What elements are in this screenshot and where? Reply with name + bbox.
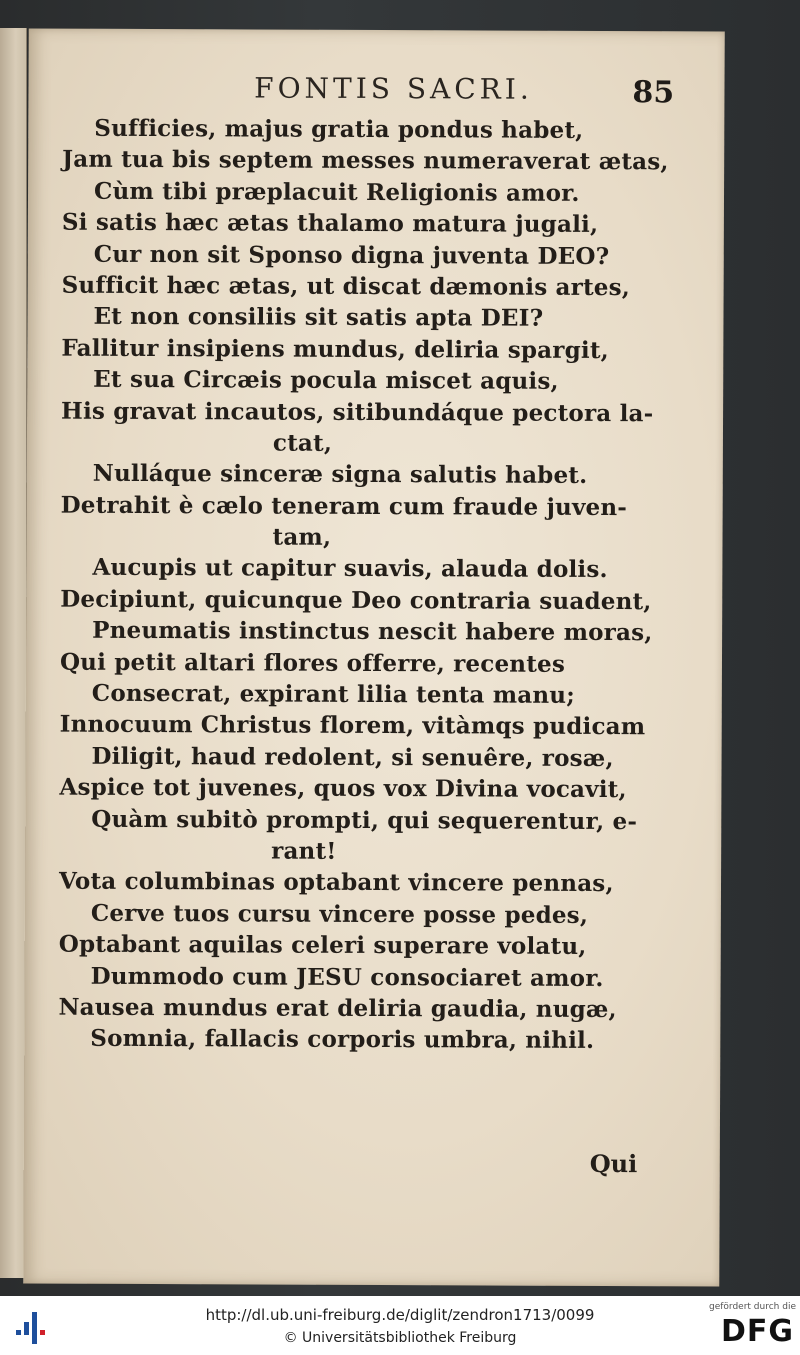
catchword: Qui (589, 1148, 638, 1179)
verse-line: Et sua Circæis pocula miscet aquis, (93, 365, 559, 395)
verse-line: Si satis hæc ætas thalamo matura jugali, (61, 208, 599, 239)
running-head: FONTIS SACRI. (254, 71, 533, 106)
book-page (23, 28, 724, 1286)
verse-line: Optabant aquilas celeri superare volatu, (58, 930, 587, 961)
verse-line: Dummodo cum JESU consociaret amor. (90, 962, 604, 992)
verse-line: Decipiunt, quicunque Deo contraria suadent, (60, 585, 652, 616)
verse-line: Vota columbinas optabant vincere pennas, (58, 868, 614, 898)
verse-line: tam, (272, 523, 332, 551)
verse-line: Et non consiliis sit satis apta DEI? (93, 303, 544, 333)
verse-line: Jam tua bis septem messes numeraverat ætas, (62, 146, 669, 176)
verse-line: Sufficit hæc ætas, ut discat dæmonis artes, (61, 271, 631, 302)
verse-line: Nulláque sinceræ signa salutis habet. (92, 460, 588, 490)
verse-line: rant! (271, 837, 337, 865)
verse-line: Cerve tuos cursu vincere posse pedes, (90, 899, 589, 929)
verse-line: Cur non sit Sponso digna juventa DEO? (93, 240, 610, 270)
verse-line: Cùm tibi præplacuit Religionis amor. (93, 177, 580, 207)
verse-line: Innocuum Christus florem, vitàmqs pudicam (59, 711, 646, 741)
verse-text (24, 112, 724, 1057)
verse-line: ctat, (272, 429, 333, 457)
verse-line: His gravat incautos, sitibundáque pectora la- (61, 397, 654, 427)
verse-line: Somnia, fallacis corporis umbra, nihil. (90, 1025, 595, 1055)
copyright-notice: © Universitätsbibliothek Freiburg (283, 1330, 517, 1346)
facing-page-edge (0, 28, 27, 1278)
verse-line: Qui petit altari flores offerre, recentes (59, 648, 566, 678)
verse-line: Aucupis ut capitur suavis, alauda dolis. (92, 554, 608, 584)
dfg-logo[interactable]: DFG (720, 1314, 794, 1349)
verse-line: Consecrat, expirant lilia tenta manu; (91, 679, 576, 709)
permalink[interactable]: http://dl.ub.uni-freiburg.de/diglit/zendron1713/0099 (205, 1306, 595, 1324)
verse-line: Pneumatis instinctus nescit habere moras, (92, 617, 653, 647)
verse-line: Fallitur insipiens mundus, deliria spargit, (61, 334, 609, 364)
verse-line: Sufficies, majus gratia pondus habet, (94, 114, 584, 144)
page-number: 85 (632, 75, 675, 111)
viewer-footer (0, 1296, 800, 1355)
verse-line: Quàm subitò prompti, qui sequerentur, e- (91, 805, 638, 835)
verse-line: Detrahit è cælo teneram cum fraude juven- (60, 491, 628, 521)
verse-line: Aspice tot juvenes, quos vox Divina vocavit, (59, 773, 627, 804)
verse-line: Nausea mundus erat deliria gaudia, nugæ, (58, 993, 617, 1024)
funder-note: gefördert durch die (709, 1302, 796, 1312)
verse-line: Diligit, haud redolent, si senuêre, rosæ, (91, 742, 614, 772)
